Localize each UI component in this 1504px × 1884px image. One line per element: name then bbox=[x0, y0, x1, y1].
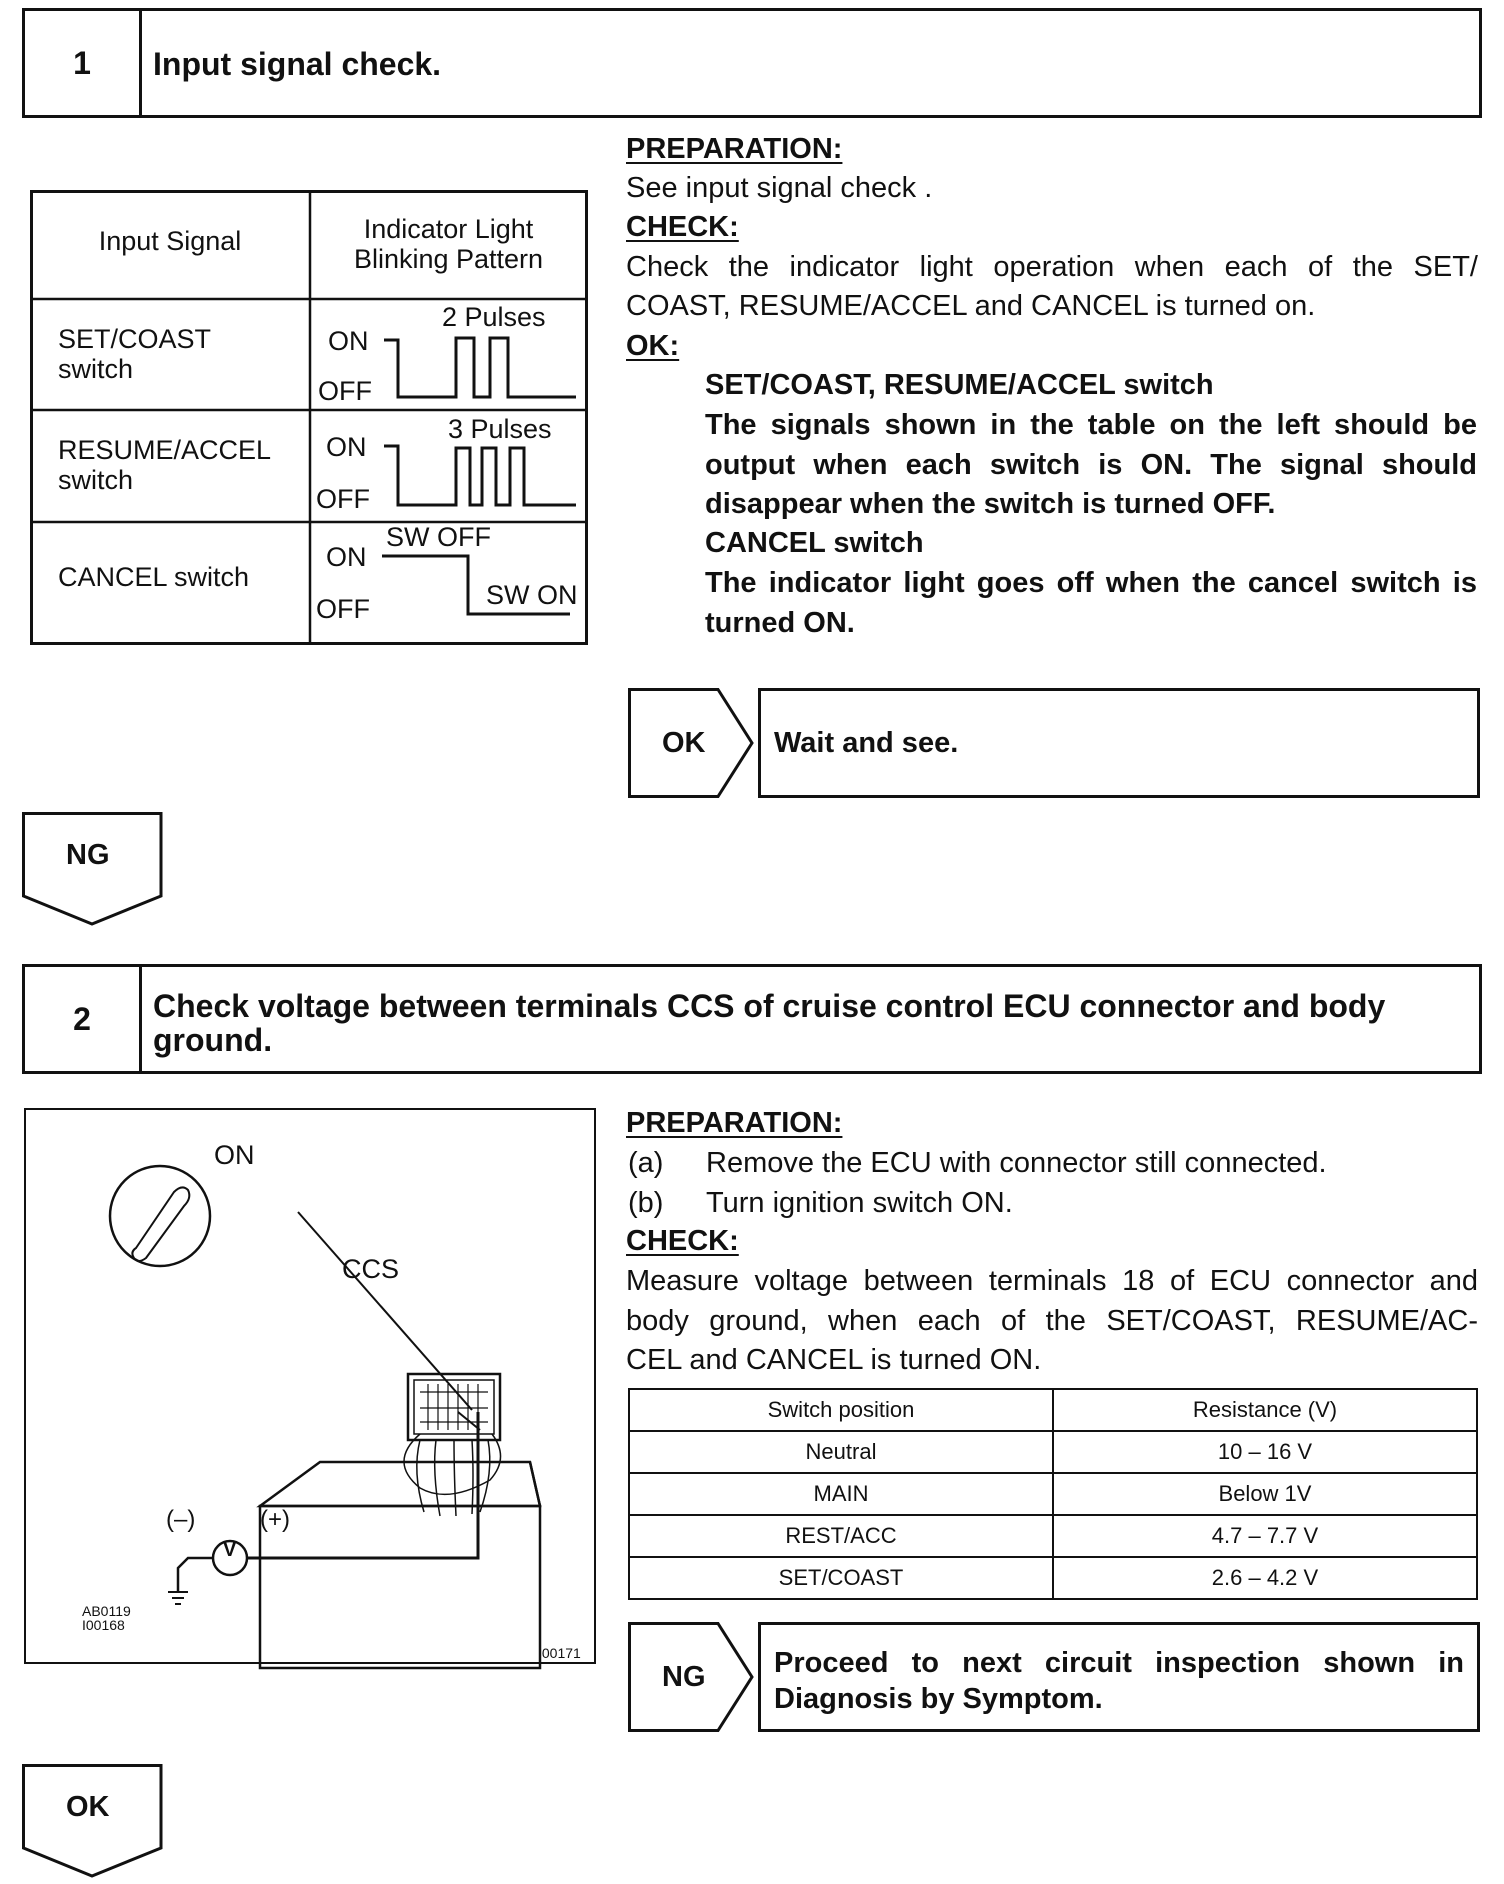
prep-item-a-text: Remove the ECU with connector still connected. bbox=[706, 1147, 1327, 1179]
step-2-preparation-heading: PREPARATION: bbox=[626, 1107, 843, 1139]
row-resume-accel-pulses: 3 Pulses bbox=[448, 414, 552, 444]
step-1-preparation-heading: PREPARATION: bbox=[626, 133, 843, 165]
table-row bbox=[629, 1557, 1477, 1599]
row-set-coast-label2: switch bbox=[58, 354, 134, 384]
ok-line-4: disappear when the switch is turned OFF. bbox=[705, 488, 1276, 520]
voltage-table bbox=[628, 1388, 1478, 1600]
ng-result-line-2: Diagnosis by Symptom. bbox=[774, 1683, 1103, 1715]
three-pulse-waveform bbox=[310, 410, 580, 510]
figure-ccs-label: CCS bbox=[342, 1254, 400, 1284]
prep-item-a-mark: (a) bbox=[628, 1147, 664, 1179]
row-resume-accel-label: RESUME/ACCEL bbox=[58, 435, 272, 465]
row-cancel-off: OFF bbox=[316, 594, 370, 624]
step-2-check-heading: CHECK: bbox=[626, 1225, 739, 1257]
step-1-ok-heading: OK: bbox=[626, 330, 680, 362]
table-cell: MAIN bbox=[629, 1473, 1053, 1515]
table-cell: 4.7 – 7.7 V bbox=[1053, 1515, 1477, 1557]
step-1-title: Input signal check. bbox=[153, 46, 442, 82]
ok-line-3: output when each switch is ON. The signal should bbox=[705, 449, 1477, 481]
table-cell: Neutral bbox=[629, 1431, 1053, 1473]
table-row bbox=[629, 1431, 1477, 1473]
figure-meter-label: V bbox=[223, 1539, 237, 1561]
table-header-cell: Switch position bbox=[629, 1389, 1053, 1431]
figure-minus-label: (–) bbox=[166, 1506, 196, 1533]
figure-on-label: ON bbox=[214, 1140, 255, 1170]
header-pattern-line2: Blinking Pattern bbox=[353, 244, 544, 274]
prep-item-b-text: Turn ignition switch ON. bbox=[706, 1187, 1013, 1219]
ok-result-text: Wait and see. bbox=[774, 727, 959, 759]
step-2-header bbox=[22, 964, 1482, 1074]
table-header-cell: Resistance (V) bbox=[1053, 1389, 1477, 1431]
step-1-number: 1 bbox=[25, 11, 142, 115]
step-1-check-heading: CHECK: bbox=[626, 211, 739, 243]
table-cell: SET/COAST bbox=[629, 1557, 1053, 1599]
row-cancel-sw-on: SW ON bbox=[486, 580, 578, 610]
table-row bbox=[629, 1515, 1477, 1557]
header-input-signal: Input Signal bbox=[98, 226, 242, 256]
step-2-number: 2 bbox=[25, 967, 142, 1071]
figure-code-1: AB0119 bbox=[82, 1603, 131, 1619]
row-set-coast-on: ON bbox=[328, 326, 369, 356]
table-cell: 10 – 16 V bbox=[1053, 1431, 1477, 1473]
ok-down-label: OK bbox=[66, 1791, 110, 1823]
ok-line-5: CANCEL switch bbox=[705, 527, 924, 559]
step-2-check-line-1: Measure voltage between terminals 18 of ECU connector and bbox=[626, 1265, 1478, 1297]
row-set-coast-pulses: 2 Pulses bbox=[442, 302, 546, 332]
ok-line-2: The signals shown in the table on the left should be bbox=[705, 409, 1477, 441]
step-2-title-line1: Check voltage between terminals CCS of cruise control ECU connector and body bbox=[153, 988, 1386, 1024]
ok-line-1: SET/COAST, RESUME/ACCEL switch bbox=[705, 369, 1214, 401]
row-cancel-label: CANCEL switch bbox=[58, 562, 250, 592]
row-resume-accel-off: OFF bbox=[316, 484, 370, 514]
row-cancel-on: ON bbox=[326, 542, 367, 572]
step-1-header bbox=[22, 8, 1482, 118]
header-pattern-line1: Indicator Light bbox=[363, 214, 534, 244]
step-2-check-line-2: body ground, when each of the SET/COAST, RESUME/AC- bbox=[626, 1305, 1478, 1337]
row-set-coast-label: SET/COAST bbox=[58, 324, 212, 354]
row-resume-accel-label2: switch bbox=[58, 465, 134, 495]
row-cancel-sw-off: SW OFF bbox=[386, 522, 491, 552]
ng-arrow-label: NG bbox=[662, 1661, 706, 1693]
figure-plus-label: (+) bbox=[260, 1506, 290, 1533]
ok-arrow-label: OK bbox=[662, 727, 706, 759]
row-resume-accel-on: ON bbox=[326, 432, 367, 462]
table-cell: Below 1V bbox=[1053, 1473, 1477, 1515]
ng-down-label: NG bbox=[66, 839, 110, 871]
ng-result-line-1: Proceed to next circuit inspection shown in bbox=[774, 1647, 1464, 1679]
two-pulse-waveform bbox=[310, 300, 580, 390]
row-set-coast-off: OFF bbox=[318, 376, 372, 406]
ok-line-7: turned ON. bbox=[705, 607, 855, 639]
step-1-check-text-1: Check the indicator light operation when each of the SET/ bbox=[626, 251, 1478, 283]
table-cell: REST/ACC bbox=[629, 1515, 1053, 1557]
ground-icon bbox=[168, 1592, 188, 1604]
figure-code-3: I00171 bbox=[538, 1645, 581, 1661]
table-header-row bbox=[629, 1389, 1477, 1431]
step-1-preparation-text: See input signal check . bbox=[626, 172, 933, 204]
ecu-connector-and-wiring bbox=[28, 1112, 588, 1652]
step-1-check-text-2: COAST, RESUME/ACCEL and CANCEL is turned on. bbox=[626, 290, 1316, 322]
ok-line-6: The indicator light goes off when the cancel switch is bbox=[705, 567, 1477, 599]
figure-code-2: I00168 bbox=[82, 1617, 125, 1633]
step-2-title-line2: ground. bbox=[153, 1022, 273, 1058]
step-2-check-line-3: CEL and CANCEL is turned ON. bbox=[626, 1344, 1042, 1376]
table-row bbox=[629, 1473, 1477, 1515]
cancel-waveform bbox=[310, 520, 580, 620]
table-cell: 2.6 – 4.2 V bbox=[1053, 1557, 1477, 1599]
prep-item-b-mark: (b) bbox=[628, 1187, 664, 1219]
